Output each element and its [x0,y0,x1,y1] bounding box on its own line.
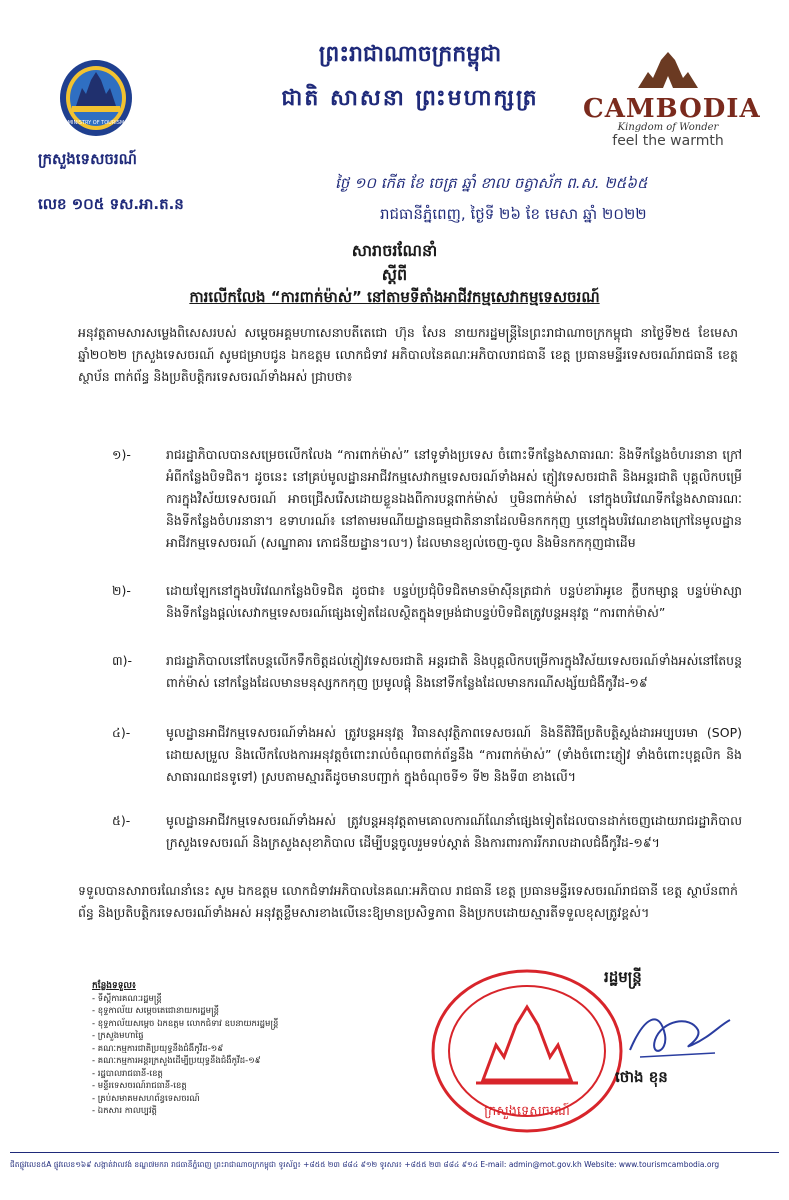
item-number: ១)- [112,447,131,462]
angkor-temple-icon [633,50,703,90]
recipients-list [92,980,432,1118]
brand-subtitle: Kingdom of Wonder [617,122,719,133]
recipient-item: - គណៈកម្មការអន្តរក្រសួងដើម្បីប្រយុទ្ធនឹងជំងឺកូវីដ-១៩ [92,1056,261,1066]
footer-contact: ជិតផ្លូវលេខ៥A ផ្លូវលេខ១៦៩ សង្កាត់វាលវង់ ខណ្ឌ៧មករា រាជធានីភ្នំពេញ ព្រះរាជាណាចក្រកម្ពុជា ទូរស័ព្ទ៖ +៨៥៥ ២៣ ៨៨៤ ៩១២ ទូរសារ៖ +៨៥៥ ២៣ ៨៨៤ ៩១៤ E-mail: admin@mot.gov.kh Website: www.tourismcambodia.org [10,1160,720,1169]
recipient-item: - ឯកសារ កាលប្បវត្តិ [92,1106,157,1116]
item-text: រាជរដ្ឋាភិបាលនៅតែបន្តលើកទឹកចិត្តដល់ភ្ញៀវទេសចរជាតិ អន្តរជាតិ និងបុគ្គលិកបម្រើការក្នុងវិស័យទេសចរណ៍ទាំងអស់នៅតែបន្តពាក់ម៉ាស់ នៅកន្លែងដែលមានមនុស្សកកកុញ ប្រមូលផ្តុំ និងនៅទីកន្លែងដែលមានករណីសង្ស័យជំងឺកូវីដ-១៩ [166,653,742,690]
national-motto: ជាតិ សាសនា ព្រះមហាក្សត្រ [281,85,539,111]
recipient-item: - ក្រសួងមហាផ្ទៃ [92,1031,144,1041]
item-number: ២)- [112,583,131,598]
recipients-heading: កន្លែងទទួល៖ [92,981,136,991]
recipient-item: - រដ្ឋបាលរាជធានី-ខេត្ត [92,1068,163,1079]
item-number: ៣)- [112,653,133,668]
item-text: ដោយឡែកនៅក្នុងបរិវេណកន្លែងបិទជិត ដូចជា៖ បន្ទប់ប្រជុំបិទជិតមានម៉ាស៊ីនត្រជាក់ បន្ទប់ខារ៉ាអូខេ ក្លឹបកម្សាន្ត បន្ទប់ម៉ាស្សា និងទីកន្លែងផ្តល់សេវាកម្មទេសចរណ៍ផ្សេងទៀតដែលស្ថិតក្នុងទម្រង់ជាបន្ទប់បិទជិតត្រូវបន្តអនុវត្ត “ការពាក់ម៉ាស់” [166,583,742,620]
list-item [112,650,742,694]
signatory-name: ថោង ខុន [615,1068,668,1086]
list-item [112,444,742,554]
ministry-name: ក្រសួងទេសចរណ៍ [38,150,137,168]
kingdom-heading: ព្រះរាជាណាចក្រកម្ពុជា [318,41,502,67]
solar-date: រាជធានីភ្នំពេញ, ថ្ងៃទី ២៦ ខែ មេសា ឆ្នាំ ២០២២ [380,205,647,223]
seal-text: ក្រសួងទេសចរណ៍ [484,1104,570,1119]
logo-caption: MINISTRY OF TOURISM [67,120,125,126]
item-number: ៥)- [112,813,131,828]
brand-tagline: feel the warmth [612,133,724,149]
about-label: ស្តីពី [381,265,408,284]
lunar-date: ថ្ងៃ ១០ កើត ខែ ចេត្រ ឆ្នាំ ខាល ចត្វាស័ក ព.ស. ២៥៦៥ [335,174,648,192]
document-type-title: សារាចរណែនាំ [351,241,438,260]
cambodia-brand-logo [583,50,761,149]
document-subject: ការលើកលែង “ការពាក់ម៉ាស់” នៅតាមទីតាំងអាជីវកម្មសេវាកម្មទេសចរណ៍ [189,288,600,306]
list-item [112,722,742,788]
recipient-item: - គណៈកម្មការជាតិប្រយុទ្ធនឹងជំងឺកូវីដ-១៩ [92,1043,224,1054]
recipient-item: - មន្ទីរទេសចរណ៍រាជធានី-ខេត្ត [92,1081,187,1091]
list-item [112,810,742,854]
closing-paragraph: ទទួលបានសារាចរណែនាំនេះ សូម ឯកឧត្តម លោកជំទាវអភិបាលនៃគណៈអភិបាល រាជធានី ខេត្ត ប្រធានមន្ទីរទេសចរណ៍រាជធានី ខេត្ត ស្ថាប័នពាក់ព័ន្ធ និងប្រតិបត្តិករទេសចរណ៍ទាំងអស់ អនុវត្តខ្លឹមសារខាងលើនេះឱ្យមានប្រសិទ្ធភាព និងប្រកបដោយស្មារតីទទួលខុសត្រូវខ្ពស់។ [78,883,738,920]
ministry-of-tourism-logo [58,58,134,138]
item-text: រាជរដ្ឋាភិបាលបានសម្រេចលើកលែង “ការពាក់ម៉ាស់” នៅទូទាំងប្រទេស ចំពោះទីកន្លែងសាធារណៈ និងទីកន្លែងចំហរនានា ក្រៅអំពីកន្លែងបិទជិត។ ដូចនេះ នៅគ្រប់មូលដ្ឋានអាជីវកម្មសេវាកម្មទេសចរណ៍ទាំងអស់ ភ្ញៀវទេសចរជាតិ និងអន្តរជាតិ បុគ្គលិកបម្រើការក្នុងវិស័យទេសចរណ៍ អាចជ្រើសរើសដោយខ្លួនឯងពីការបន្តពាក់ម៉ាស់ ឬមិនពាក់ម៉ាស់ នៅក្នុងបរិវេណទីកន្លែងសាធារណៈ និងទីកន្លែងចំហរនានា។ ឧទាហរណ៍៖ នៅតាមរមណីយដ្ឋានធម្មជាតិនានាដែលមិនកកកុញ ឬនៅក្នុងបរិវេណខាងក្រៅនៃមូលដ្ឋានអាជីវកម្មទេសចរណ៍ (សណ្ឋាគារ ភោជនីយដ្ឋាន។ល។) ដែលមានខ្យល់ចេញ-ចូល និងមិនកកកុញជាដើម [166,447,742,550]
official-seal [428,965,626,1137]
list-item [112,580,742,624]
recipient-item: - គ្រប់សមាគមសហព័ន្ធទេសចរណ៍ [92,1093,200,1104]
brand-name: CAMBODIA [583,94,761,124]
footer-divider [10,1152,779,1153]
signatory-title: រដ្ឋមន្ត្រី [604,968,642,986]
handwritten-signature [620,995,735,1075]
recipient-item: - ខុទ្ទកាល័យ សម្តេចតេជោនាយករដ្ឋមន្ត្រី [92,1006,220,1016]
document-number: លេខ ១០៥ ទស.អា.ត.ន [38,195,184,213]
item-text: មូលដ្ឋានអាជីវកម្មទេសចរណ៍ទាំងអស់ ត្រូវបន្តអនុវត្ត វិធានសុវត្ថិភាពទេសចរណ៍ និងនីតិវិធីប្រតិបត្តិស្តង់ដារអប្បបរមា (SOP) ដោយសម្រួល និងលើកលែងការអនុវត្តចំពោះរាល់ចំណុចពាក់ព័ន្ធនឹង “ការពាក់ម៉ាស់” (ទាំងចំពោះភ្ញៀវ ទាំងចំពោះបុគ្គលិក និងសាធារណជនទូទៅ) ស្របតាមស្មារតីដូចមានបញ្ជាក់ ក្នុងចំណុចទី១ ទី២ និងទី៣ ខាងលើ។ [166,725,742,784]
recipient-item: - ទីស្តីការគណៈរដ្ឋមន្ត្រី [92,993,162,1004]
item-number: ៤)- [112,725,131,740]
item-text: មូលដ្ឋានអាជីវកម្មទេសចរណ៍ទាំងអស់ ត្រូវបន្តអនុវត្តតាមគោលការណ៍ណែនាំផ្សេងទៀតដែលបានដាក់ចេញដោយរាជរដ្ឋាភិបាល ក្រសួងទេសចរណ៍ និងក្រសួងសុខាភិបាល ដើម្បីបន្តចូលរួមទប់ស្កាត់ និងការពារការរីករាលដាលជំងឺកូវីដ-១៩។ [166,813,742,850]
intro-paragraph: អនុវត្តតាមសារសម្លេងពិសេសរបស់ សម្តេចអគ្គមហាសេនាបតីតេជោ ហ៊ុន សែន នាយករដ្ឋមន្ត្រីនៃព្រះរាជាណាចក្រកម្ពុជា នាថ្ងៃទី២៥ ខែមេសា ឆ្នាំ២០២២ ក្រសួងទេសចរណ៍ សូមជម្រាបជូន ឯកឧត្តម លោកជំទាវ អភិបាលនៃគណៈអភិបាលរាជធានី ខេត្ត ប្រធានមន្ទីរទេសចរណ៍រាជធានី ខេត្ត ស្ថាប័ន ពាក់ព័ន្ធ និងប្រតិបត្តិករទេសចរណ៍ទាំងអស់ ជ្រាបថា៖ [78,325,738,384]
recipient-item: - ខុទ្ទកាល័យសម្តេច ឯកឧត្តម លោកជំទាវ ឧបនាយករដ្ឋមន្ត្រី [92,1018,279,1029]
